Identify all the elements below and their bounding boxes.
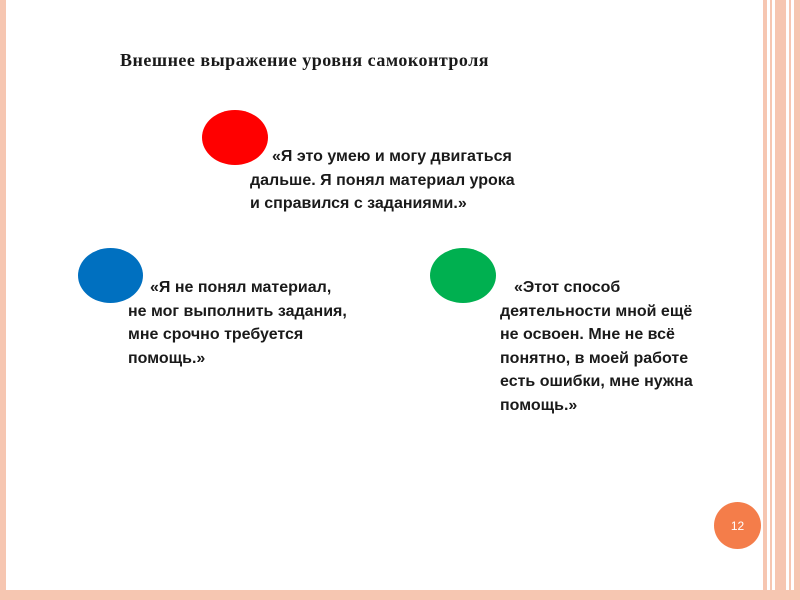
right-decorative-stripes — [763, 0, 800, 600]
decorative-stripe — [794, 0, 800, 600]
bottom-border-stripe — [0, 590, 800, 600]
green-circle-icon — [430, 248, 496, 303]
decorative-stripe — [775, 0, 786, 600]
page-number-badge: 12 — [714, 502, 761, 549]
decorative-stripe — [770, 0, 772, 600]
decorative-stripe — [789, 0, 791, 600]
red-level-quote: «Я это умею и могу двигаться дальше. Я понял материал урока и справился с заданиями.» — [250, 148, 515, 212]
green-level-quote: «Этот способ деятельности мной ещё не освоен. Мне не всё понятно, в моей работе есть ошибки, мне нужна помощь.» — [500, 279, 693, 414]
left-border-stripe — [0, 0, 6, 600]
blue-level-quote: «Я не понял материал, не мог выполнить задания, мне срочно требуется помощь.» — [128, 279, 347, 367]
decorative-stripe — [763, 0, 767, 600]
slide-title: Внешнее выражение уровня самоконтроля — [120, 50, 490, 70]
